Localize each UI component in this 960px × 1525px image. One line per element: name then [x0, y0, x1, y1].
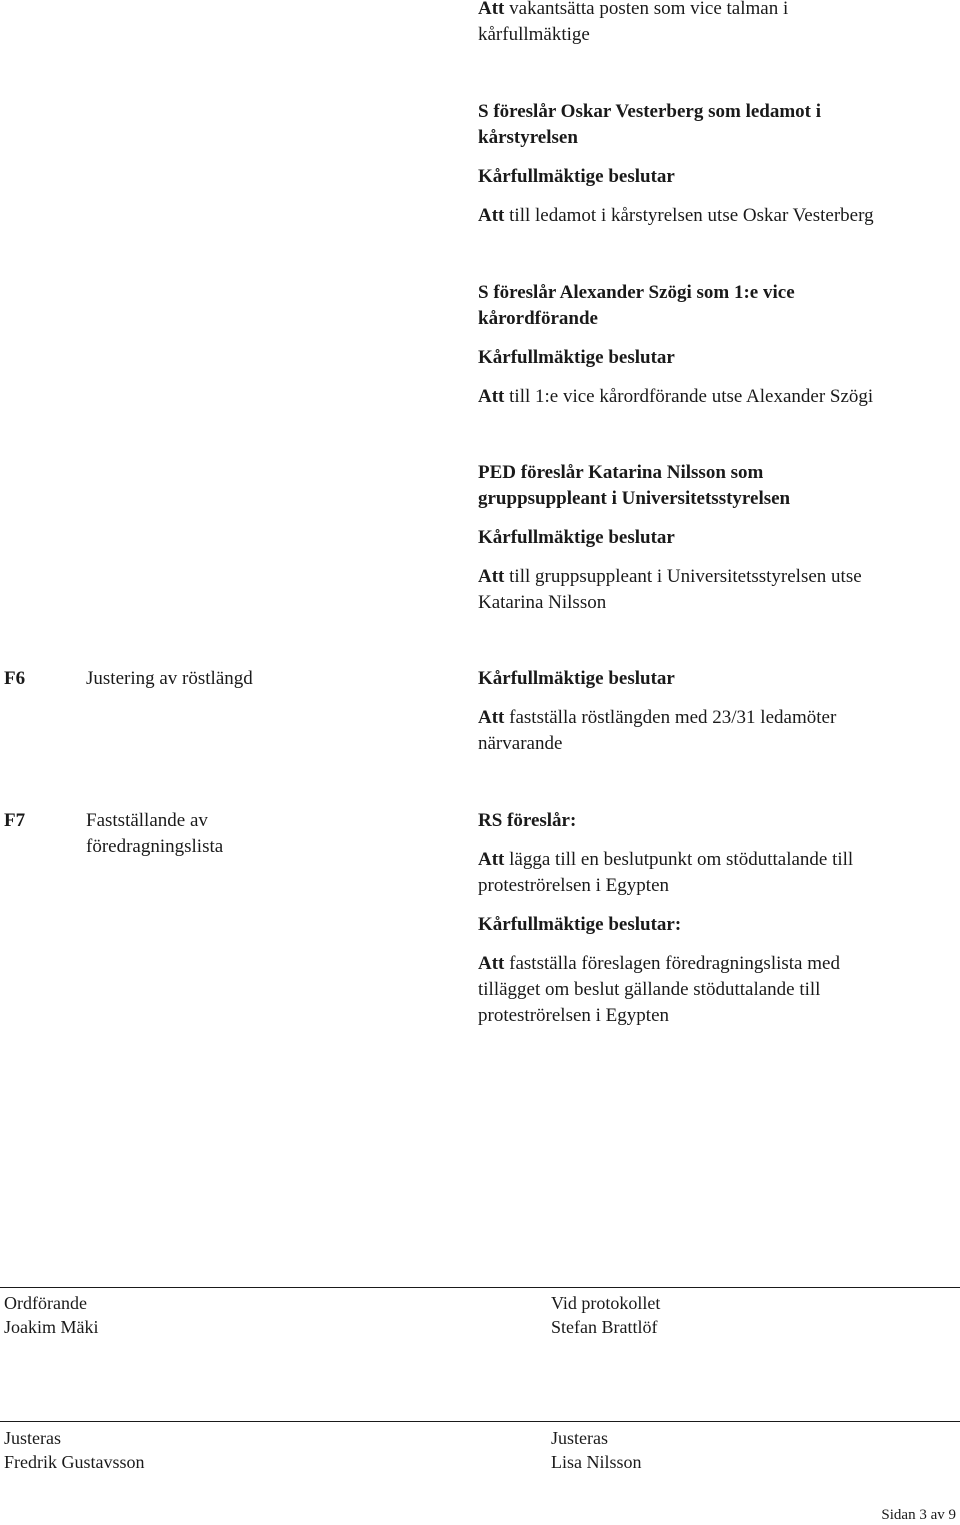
resolution-line: närvarande — [478, 733, 563, 754]
proposal-line: Att lägga till en beslutpunkt om stöduttalande till — [478, 849, 854, 870]
proposal-line: S föreslår Alexander Szögi som 1:e vice — [478, 282, 795, 303]
decision-label: Kårfullmäktige beslutar — [478, 166, 675, 187]
decision-gruppsuppleant — [478, 460, 948, 616]
decision-vice-karordforande — [478, 280, 948, 410]
item-title: Fastställande av föredragningslista — [86, 810, 224, 857]
signature-adjuster-2 — [551, 1426, 642, 1474]
resolution-line: Att vakantsätta posten som vice talman i — [478, 0, 789, 19]
decision-label: Kårfullmäktige beslutar — [478, 668, 675, 689]
signature-secretary — [551, 1291, 660, 1339]
proposal-line: S föreslår Oskar Vesterberg som ledamot i — [478, 101, 822, 122]
item-title: Justering av röstlängd — [86, 668, 253, 689]
proposal-line: PED föreslår Katarina Nilsson som — [478, 462, 764, 483]
proposal-line: proteströrelsen i Egypten — [478, 875, 670, 896]
item-f6-decision — [478, 666, 948, 757]
signature-role: Vid protokollet — [551, 1293, 661, 1313]
resolution-line: Att fastställa föreslagen föredragningslista med — [478, 953, 840, 974]
signature-name: Fredrik Gustavsson — [4, 1452, 145, 1472]
resolution-line: proteströrelsen i Egypten — [478, 1005, 670, 1026]
signature-chair — [4, 1291, 99, 1339]
decision-label: Kårfullmäktige beslutar — [478, 527, 675, 548]
resolution-line: Katarina Nilsson — [478, 592, 607, 613]
signature-adjuster-1 — [4, 1426, 145, 1474]
signature-role: Justeras — [4, 1428, 61, 1448]
resolution-line: tillägget om beslut gällande stöduttalande till — [478, 979, 821, 1000]
decision-ledamot-karstyrelsen — [478, 99, 948, 229]
proposal-label: RS föreslår: — [478, 810, 577, 831]
page-number: Sidan 3 av 9 — [881, 1507, 956, 1523]
signature-name: Lisa Nilsson — [551, 1452, 642, 1472]
proposal-line: kårordförande — [478, 308, 598, 329]
resolution-line: kårfullmäktige — [478, 24, 590, 45]
decision-vice-talman — [478, 0, 948, 48]
signature-name: Stefan Brattlöf — [551, 1317, 658, 1337]
decision-label: Kårfullmäktige beslutar: — [478, 914, 682, 935]
item-number: F6 — [4, 668, 26, 689]
decision-label: Kårfullmäktige beslutar — [478, 347, 675, 368]
item-number: F7 — [4, 810, 26, 831]
item-f7-decision — [478, 808, 948, 1029]
resolution-line: Att till ledamot i kårstyrelsen utse Oskar Vesterberg — [478, 205, 874, 226]
resolution-line: Att fastställa röstlängden med 23/31 ledamöter — [478, 707, 837, 728]
proposal-line: gruppsuppleant i Universitetsstyrelsen — [478, 488, 791, 509]
signature-line — [0, 1421, 960, 1422]
proposal-line: kårstyrelsen — [478, 127, 578, 148]
resolution-line: Att till 1:e vice kårordförande utse Alexander Szögi — [478, 386, 874, 407]
resolution-line: Att till gruppsuppleant i Universitetsstyrelsen utse — [478, 566, 862, 587]
signature-name: Joakim Mäki — [4, 1317, 99, 1337]
signature-role: Justeras — [551, 1428, 608, 1448]
signature-role: Ordförande — [4, 1293, 87, 1313]
signature-line — [0, 1287, 960, 1288]
